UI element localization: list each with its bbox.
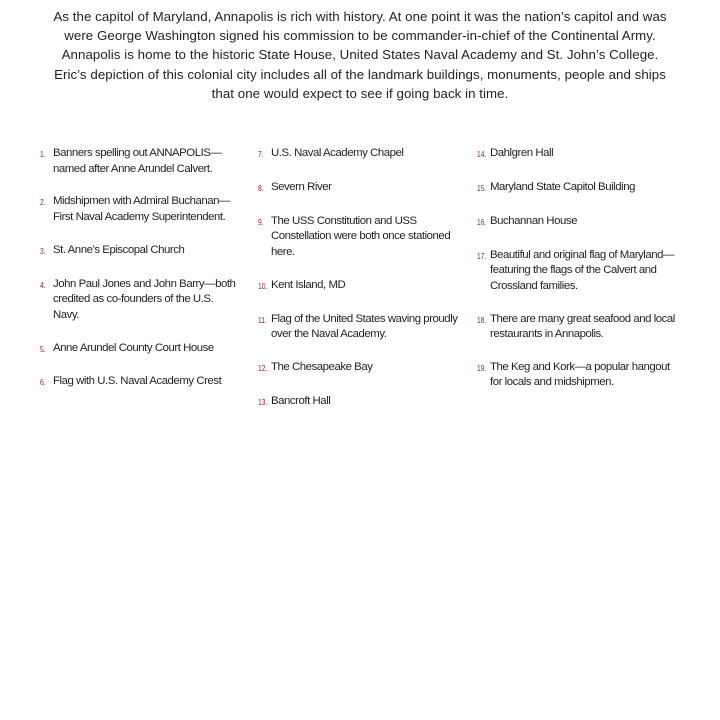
legend-number: 11. [258,315,267,325]
legend-item [40,277,240,324]
legend-text: Midshipmen with Admiral Buchanan—First Naval Academy Superintendent. [53,195,230,223]
legend-number: 15. [477,183,487,193]
legend-number: 16. [477,217,487,227]
legend-item [477,180,677,197]
legend-number: 4. [40,280,46,290]
legend-item [40,374,240,391]
legend-item [258,394,468,411]
legend-item [258,360,468,377]
legend-number: 13. [258,397,268,407]
legend-item [258,278,468,295]
legend-item [477,312,677,343]
legend-text: The Chesapeake Bay [271,360,373,373]
legend-text: Maryland State Capitol Building [490,180,635,193]
legend-item [258,214,468,261]
legend-column-2 [258,146,468,428]
legend-text: The Keg and Kork—a popular hangout for locals and midshipmen. [490,360,670,389]
intro-paragraph [50,7,670,103]
legend-text: The USS Constitution and USS Constellation were both once stationed here. [271,214,451,258]
legend-text: There are many great seafood and local restaurants in Annapolis. [490,312,675,341]
legend-item [477,146,677,163]
legend-item [40,194,240,225]
legend-item [477,360,677,391]
legend-number: 5. [40,344,46,354]
legend-text: Flag with U.S. Naval Academy Crest [53,375,222,388]
legend-text: Banners spelling out ANNAPOLIS—named after Anne Arundel Calvert. [53,147,222,175]
legend-text: Flag of the United States waving proudly over the Naval Academy. [271,312,458,341]
legend-column-3 [477,146,677,408]
legend-number: 17. [477,251,487,261]
intro-text: As the capitol of Maryland, Annapolis is rich with history. At one point it was the nation’s capitol and was were George Washington signed his commission to be commander-in-chief of the Continental Army. Annapolis is home to the historic State House, United States Naval Academy and St. John’s College. Eric’s depiction of this colonial city includes all of the landmark buildings, monuments, people and ships that one would expect to see if going back in time. [53,9,667,101]
legend-text: Severn River [271,180,332,193]
legend-text: U.S. Naval Academy Chapel [271,147,404,159]
legend-text: Buchannan House [490,214,577,227]
legend-number: 2. [40,198,46,208]
legend-number: 9. [258,217,264,227]
legend-item [258,146,468,163]
legend-number: 1. [40,150,46,159]
legend-text: Beautiful and original flag of Maryland—featuring the flags of the Calvert and Crossland families. [490,248,674,292]
legend-item [477,214,677,231]
legend-number: 8. [258,183,264,193]
legend-text: Kent Island, MD [271,278,346,291]
legend-text: Dahlgren Hall [490,147,554,159]
legend-item [258,180,468,197]
legend-text: Anne Arundel County Court House [53,341,214,354]
legend-number: 18. [477,315,487,325]
legend-number: 10. [258,281,268,291]
legend-item [40,146,240,177]
legend-column-1 [40,146,240,408]
legend-item [258,312,468,343]
legend-text: St. Anne’s Episcopal Church [53,243,185,256]
legend-item [477,248,677,295]
legend-item [40,341,240,358]
legend-number: 7. [258,150,264,159]
legend-text: John Paul Jones and John Barry—both credited as co-founders of the U.S. Navy. [53,277,236,321]
legend-text: Bancroft Hall [271,394,331,407]
legend-number: 12. [258,363,268,373]
legend-number: 3. [40,246,46,256]
legend-number: 6. [40,378,46,388]
legend-number: 19. [477,363,487,373]
legend-item [40,243,240,260]
legend-number: 14. [477,150,487,159]
